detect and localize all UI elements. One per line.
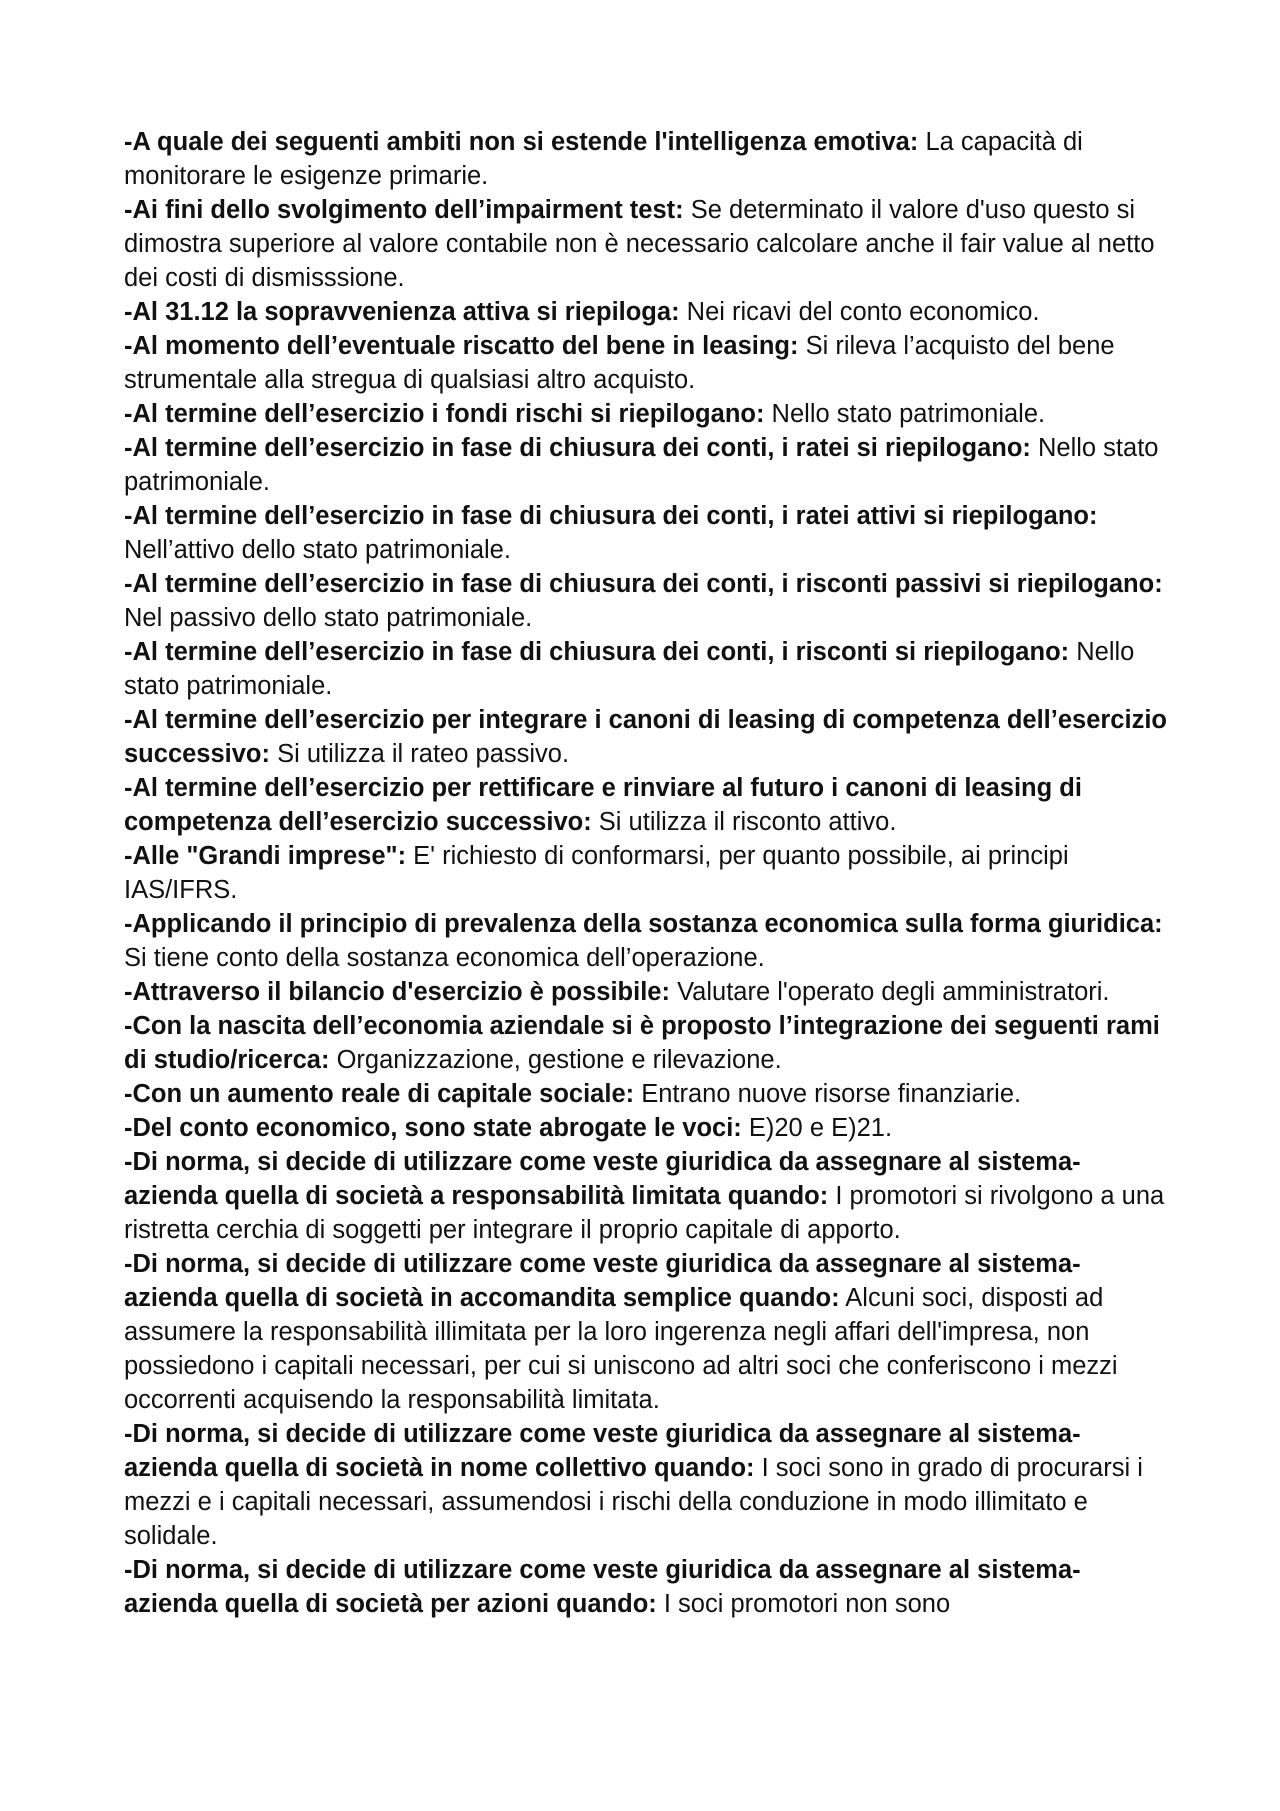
qa-item (124, 839, 1169, 907)
qa-item (124, 1417, 1169, 1553)
question: -Al termine dell’esercizio per integrare i canoni di leasing di competenza dell’esercizio successivo: (124, 706, 1167, 768)
answer: Se determinato il valore d'uso questo si dimostra superiore al valore contabile non è necessario calcolare anche il fair value al netto dei costi di dismisssione. (124, 196, 1155, 292)
answer: Nei ricavi del conto economico. (679, 298, 1040, 326)
question: -Del conto economico, sono state abrogate le voci: (124, 1114, 742, 1142)
question: -Al termine dell’esercizio in fase di chiusura dei conti, i ratei si riepilogano: (124, 434, 1031, 462)
question: -Al termine dell’esercizio i fondi rischi si riepilogano: (124, 400, 765, 428)
question: -Al termine dell’esercizio per rettificare e rinviare al futuro i canoni di leasing di competenza dell’esercizio successivo: (124, 774, 1082, 836)
qa-item (124, 635, 1169, 703)
qa-item (124, 1247, 1169, 1417)
question: -Con la nascita dell’economia aziendale si è proposto l’integrazione dei seguenti rami di studio/ricerca: (124, 1012, 1160, 1074)
qa-item (124, 1009, 1169, 1077)
answer: Nel passivo dello stato patrimoniale. (124, 604, 533, 632)
qa-item (124, 499, 1169, 567)
qa-item (124, 329, 1169, 397)
answer: Nello stato patrimoniale. (764, 400, 1046, 428)
answer: I soci sono in grado di procurarsi i mezzi e i capitali necessari, assumendosi i rischi della conduzione in modo illimitato e solidale. (124, 1454, 1143, 1550)
question: -Di norma, si decide di utilizzare come veste giuridica da assegnare al sistema-azienda quella di società per azioni quando: (124, 1556, 1081, 1618)
question: -Al termine dell’esercizio in fase di chiusura dei conti, i risconti si riepilogano: (124, 638, 1070, 666)
question: -Applicando il principio di prevalenza della sostanza economica sulla forma giuridica: (124, 910, 1163, 938)
qa-item (124, 975, 1169, 1009)
question: -Al momento dell’eventuale riscatto del bene in leasing: (124, 332, 799, 360)
question: -Al termine dell’esercizio in fase di chiusura dei conti, i ratei attivi si riepilogano: (124, 502, 1098, 530)
question: -Ai fini dello svolgimento dell’impairment test: (124, 196, 684, 224)
answer: E)20 e E)21. (741, 1114, 893, 1142)
answer: Nello stato patrimoniale. (124, 434, 1159, 496)
answer: Organizzazione, gestione e rilevazione. (329, 1046, 782, 1074)
answer: Si tiene conto della sostanza economica dell’operazione. (124, 944, 765, 972)
qa-item (124, 125, 1169, 193)
question: -A quale dei seguenti ambiti non si estende l'intelligenza emotiva: (124, 128, 919, 156)
question: -Alle "Grandi imprese": (124, 842, 407, 870)
answer: I soci promotori non sono (656, 1590, 951, 1618)
question: -Attraverso il bilancio d'esercizio è possibile: (124, 978, 670, 1006)
qa-item (124, 1553, 1169, 1621)
answer: Si rileva l’acquisto del bene strumentale alla stregua di qualsiasi altro acquisto. (124, 332, 1115, 394)
document-page (124, 125, 1169, 1621)
qa-item (124, 1111, 1169, 1145)
question: -Di norma, si decide di utilizzare come veste giuridica da assegnare al sistema-azienda quella di società a responsabilità limitata quando: (124, 1148, 1081, 1210)
qa-item (124, 193, 1169, 295)
answer: Alcuni soci, disposti ad assumere la responsabilità illimitata per la loro ingerenza negli affari dell'impresa, non possiedono i capitali necessari, per cui si uniscono ad altri soci che conferiscono i mezzi occorrenti acquisendo la responsabilità limitata. (124, 1284, 1118, 1414)
qa-item (124, 397, 1169, 431)
answer: Nell’attivo dello stato patrimoniale. (124, 536, 511, 564)
answer: E' richiesto di conformarsi, per quanto possibile, ai principi IAS/IFRS. (124, 842, 1069, 904)
answer: Nello stato patrimoniale. (124, 638, 1135, 700)
qa-item (124, 1145, 1169, 1247)
question: -Di norma, si decide di utilizzare come veste giuridica da assegnare al sistema-azienda quella di società in nome collettivo quando: (124, 1420, 1081, 1482)
qa-item (124, 1077, 1169, 1111)
answer: Valutare l'operato degli amministratori. (669, 978, 1110, 1006)
question: -Al termine dell’esercizio in fase di chiusura dei conti, i risconti passivi si riepilogano: (124, 570, 1163, 598)
qa-item (124, 431, 1169, 499)
answer: Si utilizza il risconto attivo. (591, 808, 897, 836)
qa-item (124, 771, 1169, 839)
answer: I promotori si rivolgono a una ristretta cerchia di soggetti per integrare il proprio capitale di apporto. (124, 1182, 1165, 1244)
question: -Di norma, si decide di utilizzare come veste giuridica da assegnare al sistema-azienda quella di società in accomandita semplice quando: (124, 1250, 1081, 1312)
answer: Entrano nuove risorse finanziarie. (634, 1080, 1022, 1108)
answer: La capacità di monitorare le esigenze primarie. (124, 128, 1083, 190)
qa-item (124, 567, 1169, 635)
qa-item (124, 295, 1169, 329)
qa-item (124, 907, 1169, 975)
question: -Con un aumento reale di capitale sociale: (124, 1080, 635, 1108)
question: -Al 31.12 la sopravvenienza attiva si riepiloga: (124, 298, 680, 326)
qa-item (124, 703, 1169, 771)
answer: Si utilizza il rateo passivo. (270, 740, 570, 768)
